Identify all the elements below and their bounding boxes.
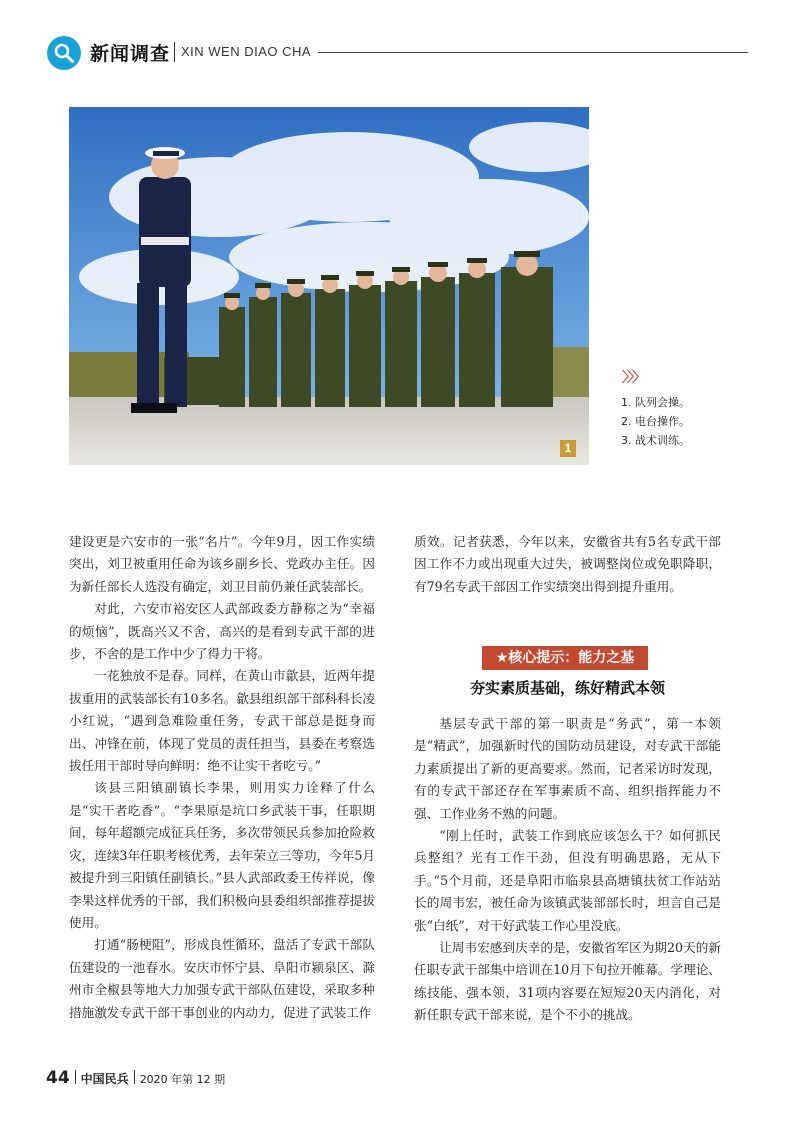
caption-arrows-icon: 〉〉〉 xyxy=(622,370,644,386)
paragraph: “刚上任时，武装工作到底应该怎么干？如何抓民兵整组？光有工作干劲，但没有明确思路，无从下手。”5个月前，还是阜阳市临泉县高塘镇扶贫工作站站长的周韦宏，被任命为该镇武装部部长时，坦言自己是张“白纸”，对干好武装工作心里没底。 xyxy=(414,828,721,933)
paragraph: 让周韦宏感到庆幸的是，安徽省军区为期20天的新任职专武干部集中培训在10月下旬拉开帷幕。学理论、练技能、强本领，31项内容要在短短20天内消化，对新任职专武干部来说，是个不小的挑战。 xyxy=(414,940,721,1023)
issue-label: 2020 年第 12 期 xyxy=(139,1073,226,1086)
footer-divider xyxy=(75,1070,76,1084)
magazine-name: 中国民兵 xyxy=(80,1072,129,1086)
header-divider xyxy=(174,42,175,62)
photo-captions xyxy=(621,393,690,450)
section-badge: ★核心提示：能力之基 xyxy=(482,646,648,670)
header-rule xyxy=(318,52,748,53)
paragraph: 对此，六安市裕安区人武部政委方静称之为“幸福的烦恼”，既高兴又不舍，高兴的是看到专武干部的进步，不舍的是工作中少了得力干将。 xyxy=(69,601,375,662)
article-photo xyxy=(69,107,589,465)
page-footer xyxy=(46,1068,225,1088)
paragraph: 一花独放不是春。同样，在黄山市歙县，近两年提拔重用的武装部长有10多名。歙县组织部干部科科长凌小红说，“遇到急难险重任务，专武干部总是挺身而出、冲锋在前，体现了党员的责任担当，县委在考察选拔任用干部时导向鲜明：绝不让实干者吃亏。” xyxy=(69,668,375,774)
left-column xyxy=(69,531,375,1024)
caption-item: 2. 电台操作。 xyxy=(621,415,690,428)
page-number: 44 xyxy=(46,1068,70,1088)
paragraph: 该县三阳镇副镇长李果，则用实力诠释了什么是“实干者吃香”。“李果原是坑口乡武装干事，任职期间，每年超额完成征兵任务，多次带领民兵参加抢险救灾，连续3年任职考核优秀，去年荣立三等功，今年5月被提升到三阳镇任副镇长。”县人武部政委王传祥说，像李果这样优秀的干部，我们积极向县委组织部推荐提拔使用。 xyxy=(69,780,375,930)
section-subtitle: XIN WEN DIAO CHA xyxy=(181,44,312,59)
search-icon xyxy=(47,36,81,70)
subsection-heading: 夯实素质基础，练好精武本领 xyxy=(469,679,665,697)
paragraph: 质效。记者获悉，今年以来，安徽省共有5名专武干部因工作不力或出现重大过失，被调整岗位或免职降职，有79名专武干部因工作实绩突出得到提升重用。 xyxy=(414,534,721,594)
caption-item: 3. 战术训练。 xyxy=(621,434,690,447)
caption-item: 1. 队列会操。 xyxy=(621,396,690,409)
section-title: 新闻调查 xyxy=(90,43,171,65)
photo-number-badge: 1 xyxy=(560,440,576,457)
paragraph: 打通“肠梗阻”，形成良性循环，盘活了专武干部队伍建设的一池春水。安庆市怀宁县、阜阳市颍泉区、滁州市全椒县等地大力加强专武干部队伍建设，采取多种措施激发专武干部干事创业的内动力，促进了武装工作 xyxy=(69,937,375,1020)
footer-divider xyxy=(134,1070,135,1084)
paragraph: 基层专武干部的第一职责是“务武”，第一本领是“精武”，加强新时代的国防动员建设，对专武干部能力素质提出了新的更高要求。然而，记者采访时发现，有的专武干部还存在军事素质不高、组织指挥能力不强、工作业务不熟的问题。 xyxy=(414,716,721,821)
right-column-body xyxy=(414,713,721,1027)
right-column-top xyxy=(414,531,721,598)
paragraph: 建设更是六安市的一张“名片”。今年9月，因工作实绩突出，刘卫被重用任命为该乡副乡长、党政办主任。因为新任部长人选没有确定，刘卫目前仍兼任武装部长。 xyxy=(69,534,375,594)
